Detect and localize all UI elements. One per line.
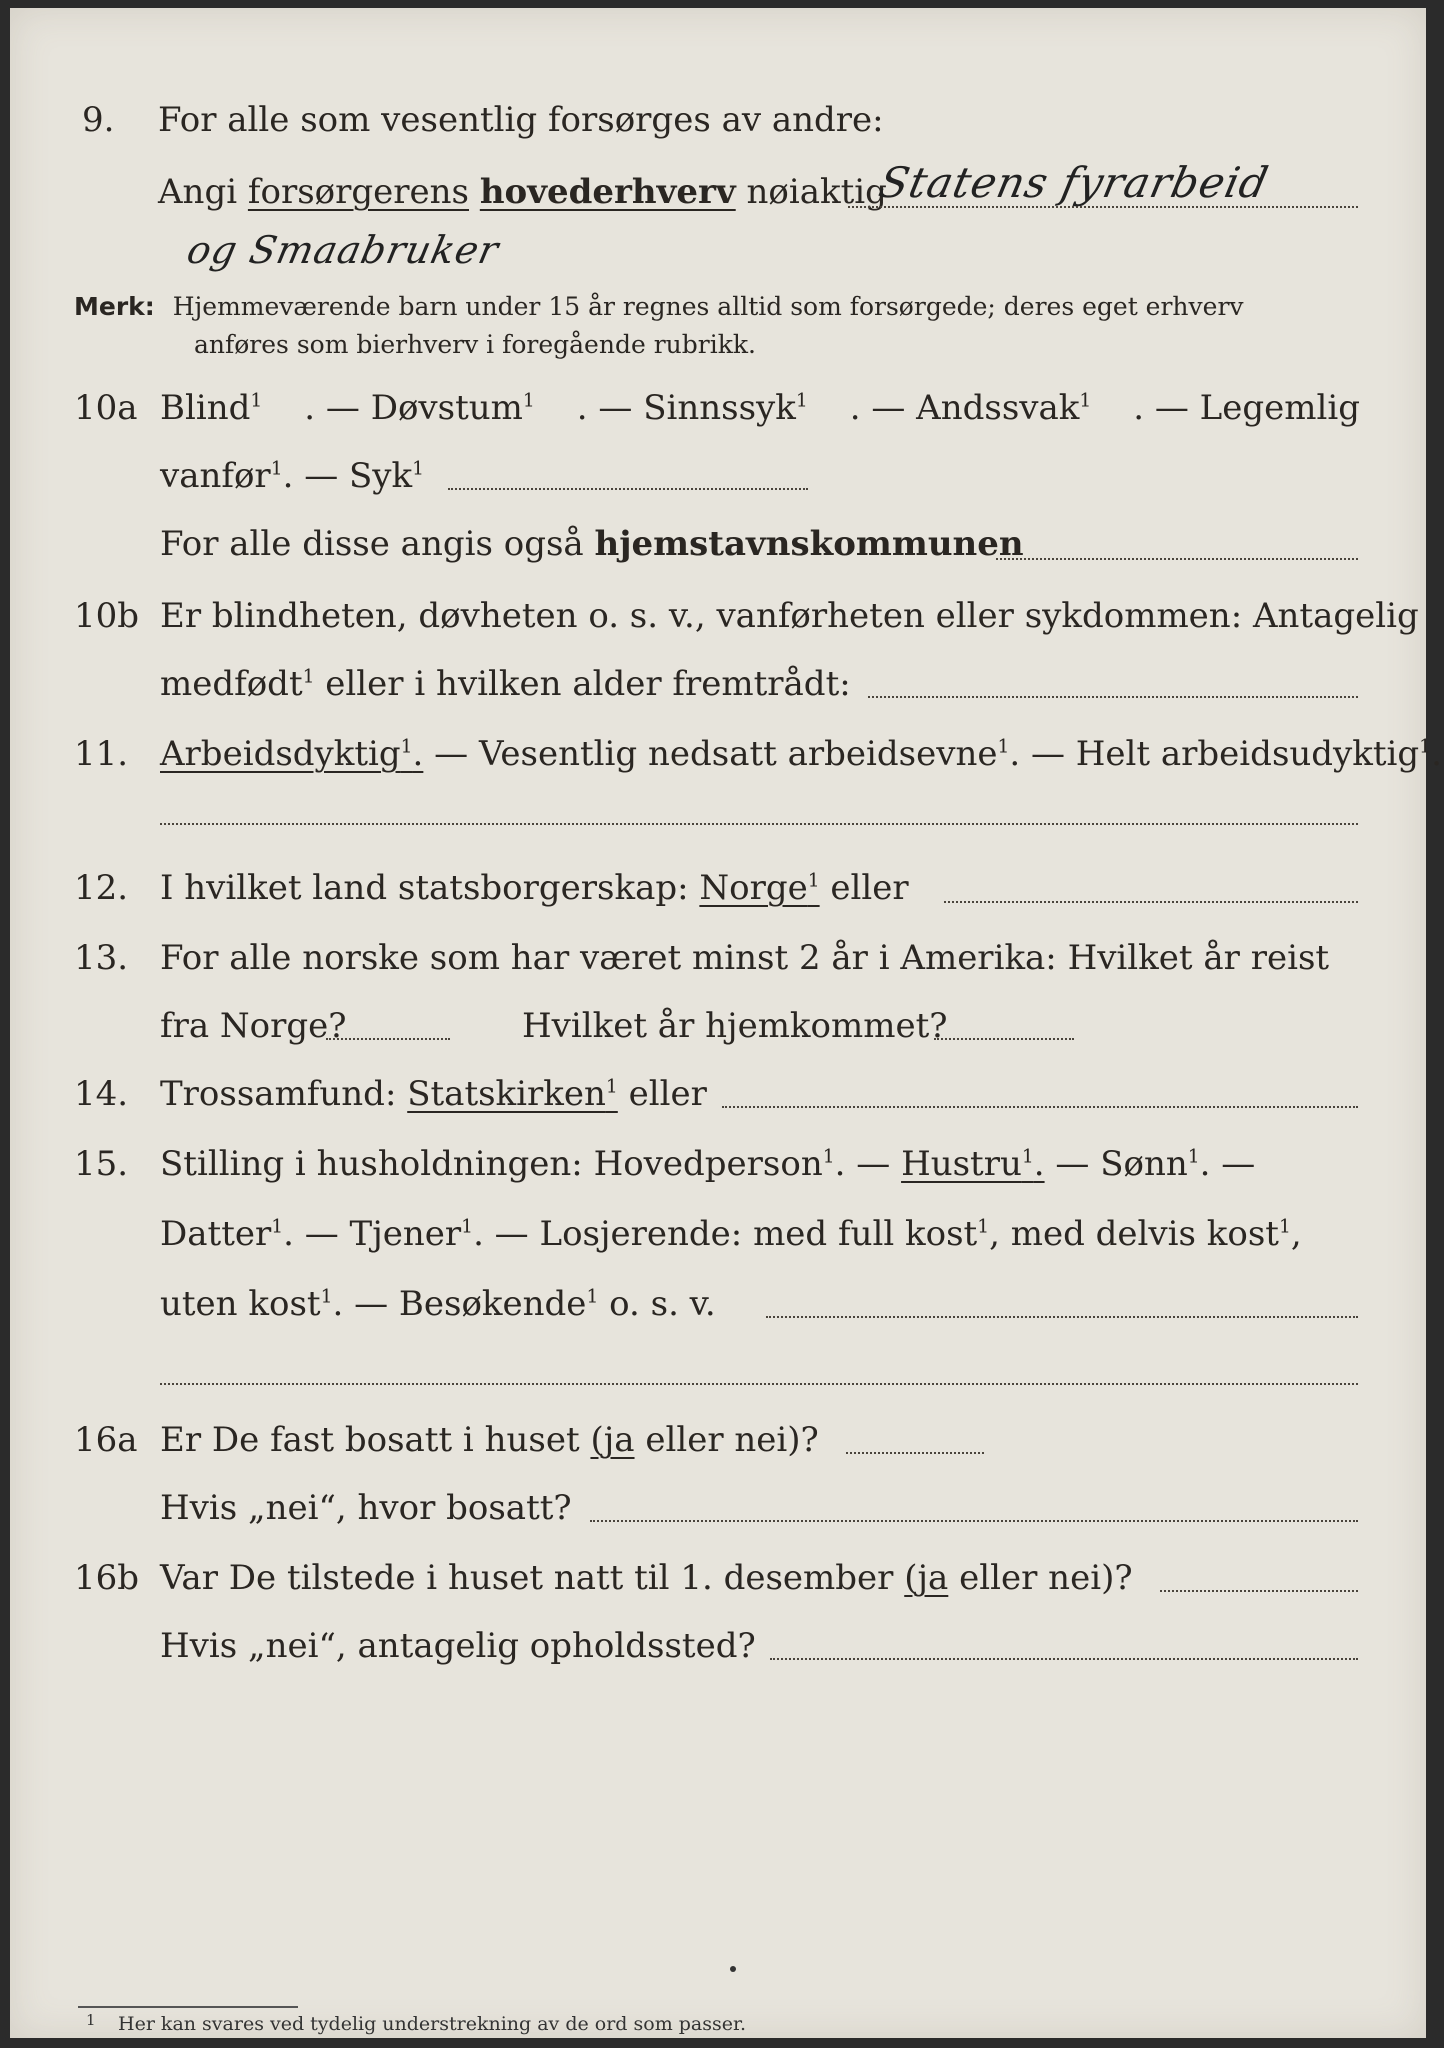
- q10a-vanfor: vanfør: [160, 456, 271, 496]
- q10b-alder: eller i hvilken alder fremtrådt:: [314, 664, 851, 704]
- q15-osv: o. s. v.: [598, 1284, 716, 1324]
- sup: 1: [1187, 1146, 1200, 1168]
- q15-hustru-text: Hustru: [901, 1144, 1022, 1184]
- q15-answer-line1: [766, 1316, 1358, 1318]
- q16a-line1: [160, 1420, 819, 1460]
- q10b-number: 10b: [74, 596, 140, 636]
- q14-text: Trossamfund:: [160, 1074, 397, 1114]
- sup: 1: [302, 666, 315, 688]
- q14-number: 14.: [74, 1074, 129, 1114]
- sup: 1: [270, 458, 283, 480]
- q15-line2: [160, 1214, 1302, 1254]
- q15-line3: [160, 1284, 716, 1324]
- q14-answer: Statskirken: [407, 1074, 606, 1114]
- sup: 1: [1079, 390, 1092, 412]
- q13-number: 13.: [74, 938, 129, 978]
- q11-opt1: Arbeidsdyktig: [160, 734, 401, 774]
- footnote-mark: 1: [86, 2011, 96, 2029]
- q14-statskirken: [407, 1074, 618, 1114]
- merk-label: Merk:: [74, 292, 155, 321]
- q9-line1: For alle som vesentlig forsørges av andre:: [158, 100, 884, 140]
- q16a-answer-line2: [590, 1520, 1358, 1522]
- q16a-line2: Hvis „nei“, hvor bosatt?: [160, 1488, 572, 1528]
- q11-line1: Arbeidsdyktig$^1$. — Vesentlig nedsatt arbeidsevne$^1$. — Helt arbeidsudyktig$^1$.: [160, 734, 1442, 774]
- q10a-hjemstavnskommunen: hjemstavnskommunen: [594, 524, 1024, 564]
- q9-handwritten-answer2: og Smaabruker: [183, 228, 503, 272]
- sup: 1: [1021, 1146, 1034, 1168]
- q10b-answer-line: [868, 696, 1358, 698]
- q15-datter: Datter: [160, 1214, 272, 1254]
- q13-line1: For alle norske som har været minst 2 år i Amerika: Hvilket år reist: [160, 938, 1330, 978]
- sup: 1: [271, 1216, 284, 1238]
- q13-line2a: fra Norge?: [160, 1006, 347, 1046]
- q16a-answer-line1: [846, 1452, 984, 1454]
- q10a-for-alle: For alle disse angis også: [160, 524, 584, 564]
- merk-line1: [74, 291, 1244, 323]
- q15-uten-kost: uten kost: [160, 1284, 321, 1324]
- merk-text1: Hjemmeværende barn under 15 år regnes alltid som forsørgede; deres eget erhverv: [172, 292, 1244, 321]
- q9-handwritten-answer1: Statens fyrarbeid: [874, 158, 1274, 207]
- q16b-answer-line2: [770, 1658, 1358, 1660]
- q9-forsorgerens: forsørgerens: [247, 172, 469, 212]
- q14-eller: eller: [617, 1074, 707, 1114]
- sup: 1: [400, 736, 413, 758]
- q16a-text: Er De fast bosatt i huset: [160, 1420, 580, 1460]
- q16b-eller-nei: eller nei)?: [948, 1558, 1133, 1598]
- q13-line2b: Hvilket år hjemkommet?: [522, 1006, 948, 1046]
- q15-hustru: Hustru$^1$.: [901, 1144, 1045, 1184]
- footnote-rule: [78, 2006, 298, 2008]
- q9-number: 9.: [82, 100, 115, 140]
- q10a-dovstum: . — Døvstum: [304, 388, 523, 428]
- q11-arbeidsdyktig: Arbeidsdyktig$^1$.: [160, 734, 424, 774]
- sup: 1: [586, 1286, 599, 1308]
- merk-line2: anføres som bierhverv i foregående rubrikk.: [194, 330, 756, 359]
- q16b-answer-line1: [1160, 1590, 1358, 1592]
- q10a-line3: [160, 524, 1024, 564]
- q10a-line2: [160, 456, 424, 496]
- q16a-ja: (ja: [590, 1420, 635, 1460]
- sup: 1: [522, 390, 535, 412]
- q15-delvis-kost: , med delvis kost: [989, 1214, 1279, 1254]
- sup: 1: [1278, 1216, 1291, 1238]
- q12-line: [160, 868, 909, 908]
- q12-norge: [699, 868, 819, 908]
- q12-eller: eller: [819, 868, 909, 908]
- ink-speck: [730, 1966, 736, 1972]
- q15-tjener: . — Tjener: [283, 1214, 462, 1254]
- q9-angi: Angi: [158, 172, 238, 212]
- q10a-sinnssyk: . — Sinnssyk: [576, 388, 796, 428]
- q10b-medfodt: medfødt: [160, 664, 303, 704]
- q16a-number: 16a: [74, 1420, 138, 1460]
- q10a-line1: [160, 388, 1360, 428]
- q16b-line2: Hvis „nei“, antagelig opholdssted?: [160, 1626, 756, 1666]
- q16b-text: Var De tilstede i huset natt til 1. desember: [160, 1558, 894, 1598]
- q9-hovederhverv: hovederhverv: [479, 172, 736, 212]
- q13-reist-answer-line: [326, 1038, 450, 1040]
- sup: 1: [822, 1146, 835, 1168]
- sup: 1: [1419, 736, 1432, 758]
- q15-hovedperson: Stilling i husholdningen: Hovedperson: [160, 1144, 823, 1184]
- q13-hjemkommet-answer-line: [934, 1038, 1074, 1040]
- q12-answer: Norge: [699, 868, 808, 908]
- q10a-kommune-answer-line: [996, 558, 1358, 560]
- sup: 1: [461, 1216, 474, 1238]
- q11-answer-line: [160, 823, 1358, 825]
- q14-line: [160, 1074, 707, 1114]
- q10b-line2: [160, 664, 851, 704]
- q10b-line1: Er blindheten, døvheten o. s. v., vanførheten eller sykdommen: Antagelig: [160, 596, 1419, 636]
- sup: 1: [605, 1076, 618, 1098]
- sup: 1: [997, 736, 1010, 758]
- q15-sep2: . —: [1199, 1144, 1256, 1184]
- q12-number: 12.: [74, 868, 129, 908]
- q11-opt2: — Vesentlig nedsatt arbeidsevne: [423, 734, 998, 774]
- q15-comma: ,: [1290, 1214, 1302, 1254]
- q12-answer-line: [944, 901, 1358, 903]
- q15-sep1: . —: [834, 1144, 891, 1184]
- sup: 1: [977, 1216, 990, 1238]
- q15-full-kost: . — Losjerende: med full kost: [473, 1214, 978, 1254]
- q9-noiaktig: nøiaktig: [746, 172, 887, 212]
- q15-sonn: — Sønn: [1044, 1144, 1188, 1184]
- census-form-page: [10, 8, 1442, 2038]
- q10a-syk-answer-line: [448, 488, 808, 490]
- q16b-line1: [160, 1558, 1133, 1598]
- q9-line2: [158, 172, 887, 212]
- q11-number: 11.: [74, 734, 129, 774]
- sup: 1: [320, 1286, 333, 1308]
- q10a-syk: . — Syk: [282, 456, 413, 496]
- q16b-number: 16b: [74, 1558, 140, 1598]
- q16a-eller-nei: eller nei)?: [634, 1420, 819, 1460]
- q12-text: I hvilket land statsborgerskap:: [160, 868, 689, 908]
- sup: 1: [807, 870, 820, 892]
- sup: 1: [795, 390, 808, 412]
- sup: 1: [412, 458, 424, 480]
- q10a-andssvak: . — Andssvak: [849, 388, 1080, 428]
- q16b-ja: (ja: [904, 1558, 949, 1598]
- q14-answer-line: [722, 1106, 1358, 1108]
- q10a-number: 10a: [74, 388, 138, 428]
- q15-answer-line2: [160, 1383, 1358, 1385]
- q10a-blind: Blind: [160, 388, 251, 428]
- q15-besokende: . — Besøkende: [332, 1284, 587, 1324]
- footnote-text: Her kan svares ved tydelig understrekning av de ord som passer.: [118, 2013, 747, 2035]
- q15-line1: [160, 1144, 1255, 1184]
- q15-number: 15.: [74, 1144, 129, 1184]
- q10a-legemlig: . — Legemlig: [1133, 388, 1360, 428]
- sup: 1: [250, 390, 263, 412]
- footnote: [86, 2011, 747, 2035]
- q11-opt3: . — Helt arbeidsudyktig: [1009, 734, 1420, 774]
